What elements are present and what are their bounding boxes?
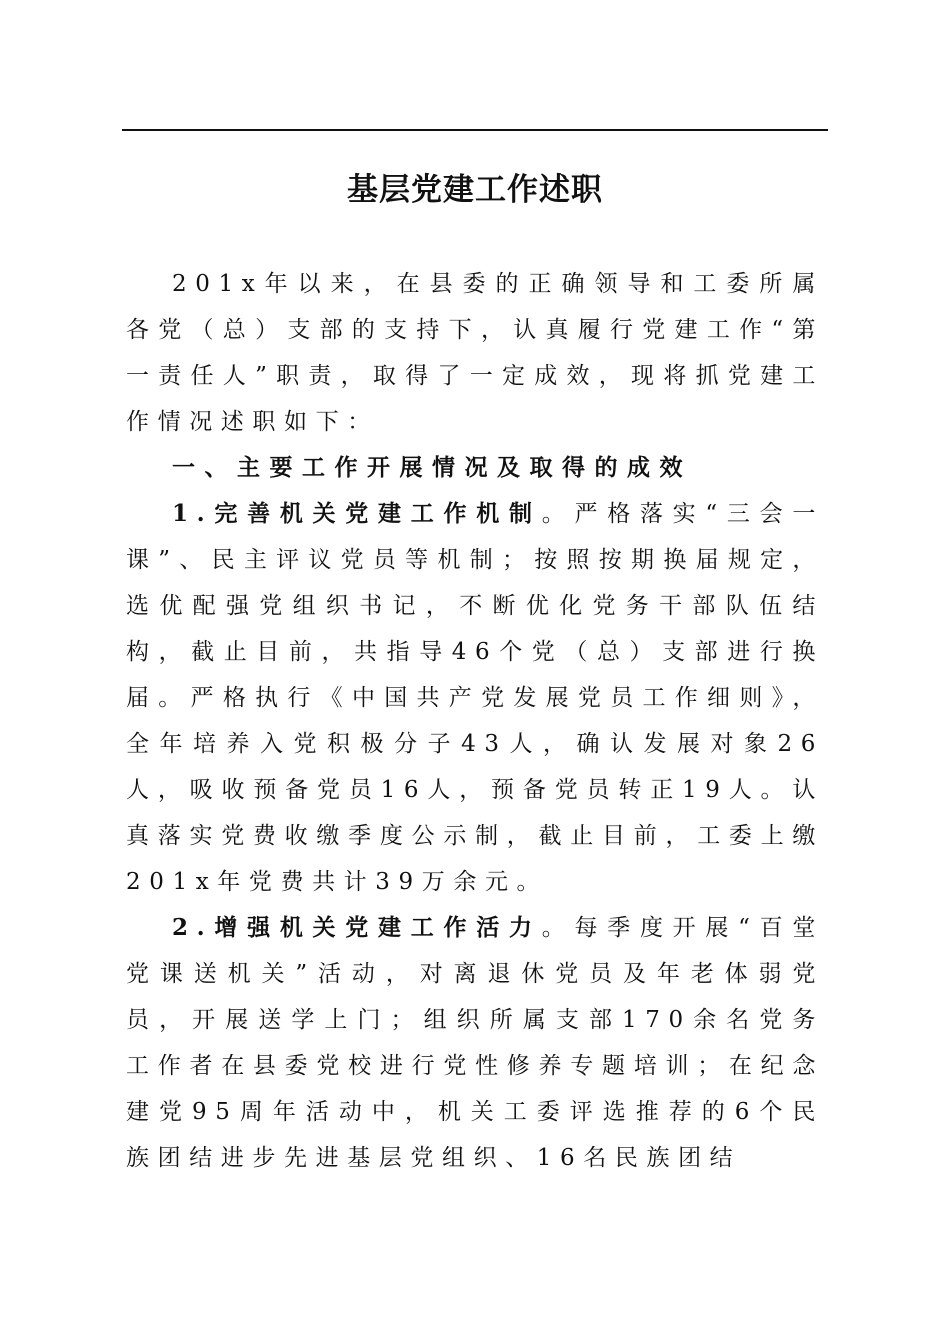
- paragraph-1-body: 。严格落实“三会一课”、民主评议党员等机制；按照按期换届规定，选优配强党组织书记，不断优化党务干部队伍结构，截止目前，共指导46个党（总）支部进行换届。严格执行《中国共产党发展党员工作细则》，全年培养入党积极分子43人，确认发展对象26人，吸收预备党员16人，预备党员转正19人。认真落实党费收缴季度公示制，截止目前，工委上缴201x年党费共计39万余元。: [126, 501, 824, 895]
- document-title: 基层党建工作述职: [347, 172, 603, 208]
- document-body: [126, 261, 824, 1181]
- paragraph-2-lead: 2.增强机关党建工作活力: [172, 914, 542, 941]
- paragraph-1-lead: 1.完善机关党建工作机制: [172, 500, 542, 527]
- header-rule: [122, 129, 828, 131]
- section-heading: 一、主要工作开展情况及取得的成效: [172, 455, 692, 481]
- paragraph-2-body: 。每季度开展“百堂党课送机关”活动，对离退休党员及年老体弱党员，开展送学上门；组织所属支部170余名党务工作者在县委党校进行党性修养专题培训；在纪念建党95周年活动中，机关工委评选推荐的6个民族团结进步先进基层党组织、16名民族团结: [126, 915, 824, 1171]
- paragraph-2: [126, 905, 824, 1181]
- paragraph-1: [126, 491, 824, 905]
- intro-paragraph: 201x年以来，在县委的正确领导和工委所属各党（总）支部的支持下，认真履行党建工作“第一责任人”职责，取得了一定成效，现将抓党建工作情况述职如下：: [126, 271, 824, 435]
